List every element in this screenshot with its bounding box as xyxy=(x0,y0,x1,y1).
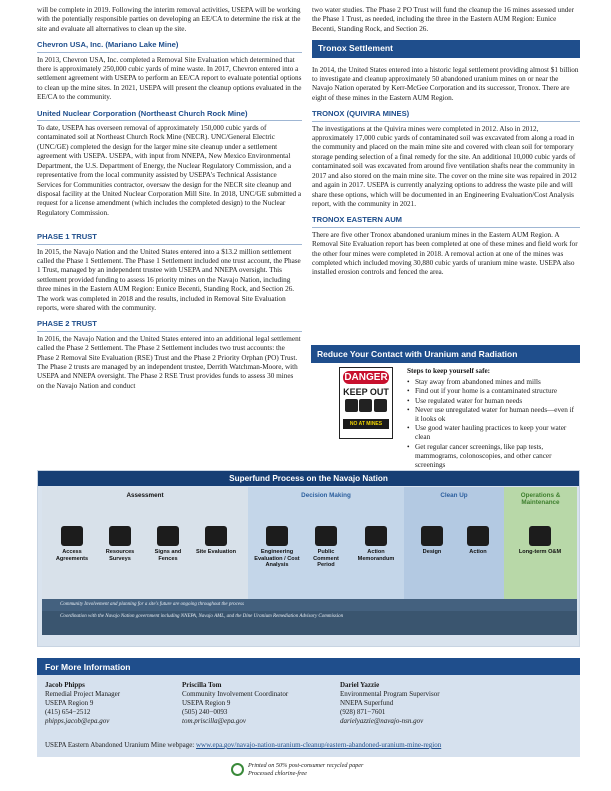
step-label: Signs and Fences xyxy=(154,549,182,562)
document-icon xyxy=(61,526,83,546)
contact-card xyxy=(340,681,440,726)
tronox-settlement-banner: Tronox Settlement xyxy=(312,40,580,57)
step-access-agreements xyxy=(50,526,94,562)
contact-card xyxy=(45,681,120,726)
step-label: Design xyxy=(422,549,442,555)
bulldozer-icon xyxy=(467,526,489,546)
step-public-comment xyxy=(304,526,348,569)
radiation-meter-icon xyxy=(205,526,227,546)
step-design xyxy=(410,526,454,556)
list-item: • Stay away from abandoned mines and mills xyxy=(407,378,579,387)
step-site-evaluation xyxy=(194,526,238,556)
paragraph: two water studies. The Phase 2 PO Trust will fund the cleanup the 16 mines assessed under the Phase 1 Trust, as needed, including the three in the Eastern AUM Region: Eunice Becenti, Standing Rock, and Section 26. xyxy=(312,6,574,33)
safety-list xyxy=(407,378,579,470)
section-heading-eastern: TRONOX EASTERN AUM xyxy=(312,215,580,227)
step-action-memorandum xyxy=(354,526,398,562)
contact-role: Remedial Project Manager xyxy=(45,690,121,698)
step-action xyxy=(456,526,500,556)
contact-org: USEPA Region 9 xyxy=(182,699,231,707)
danger-sign-image xyxy=(339,367,393,439)
contact-name: Priscilla Tom xyxy=(182,681,222,689)
phase-label: Decision Making xyxy=(301,492,351,499)
danger-label: DANGER xyxy=(344,372,388,383)
right-column xyxy=(312,6,580,283)
radiation-icon xyxy=(359,399,372,412)
step-signs-fences xyxy=(146,526,190,562)
paragraph: The investigations at the Quivira mines were completed in 2012. Also in 2012, approximately 17,000 cubic yards of contaminated soil was excavated from along a road in the community and placed on the main mine site and covered with clean soil for temporary storage pending selection of a final remedy for the site. An additional 10,000 cubic yards of contaminated soil was excavated from around five ventilation shafts near the community in 2017 and also stored on the main mine site. The cover on the mine site was repaired in 2012 and again in 2017. USEPA is currently analyzing options to address the waste pile and will share these options, which will be documented in an Engineering Evaluation/Cost Analysis report, with the community in 2021. xyxy=(312,124,577,208)
reduce-contact-title: Reduce Your Contact with Uranium and Radiation xyxy=(311,345,580,363)
contact-card xyxy=(182,681,288,726)
list-item: • Get regular cancer screenings, like pap tests, mammograms, colonoscopies, and other cancer screenings xyxy=(407,443,579,471)
step-label: Access Agreements xyxy=(55,549,89,562)
paragraph: In 2013, Chevron USA, Inc. completed a Removal Site Evaluation which determined that there is approximately 250,000 cubic yards of mine waste. In 2017, Chevron entered into a settlement agreement with USEPA to perform an EE/CA report to evaluate potential options to clean up the mine sites. In 2021, USEPA will present the cleanup options evaluated in the EE/CA to the community. xyxy=(37,55,302,102)
step-label: Long-term O&M xyxy=(518,549,562,555)
warning-icons xyxy=(344,399,388,417)
safety-steps xyxy=(407,367,579,470)
recycled-paper-note xyxy=(231,762,431,777)
step-label: Site Evaluation xyxy=(195,549,237,555)
phase-label: Operations & Maintenance xyxy=(520,492,561,506)
step-label: Action xyxy=(469,549,487,555)
paragraph: In 2015, the Navajo Nation and the United States entered into a $13.2 million settlement called the Phase 1 Settlement. The Phase 1 Settlement included one trust account, the Phase 1 Trust, managed by an independent trustee with USEPA and NNEPA oversight. This settlement provided funding to assess 16 priority mines on the Navajo Nation, including three mines in the Eastern AUM Region: Eunice Becenti, Standing Rock, and Section 26. The work was completed in 2018 and the results, included in Removal Site Evaluation reports, were shared with the community. xyxy=(37,247,301,312)
contact-email[interactable]: darielyazzie@navajo-nsn.gov xyxy=(340,717,424,725)
section-heading-phase2: PHASE 2 TRUST xyxy=(37,319,302,331)
keep-out-label: KEEP OUT xyxy=(343,387,389,397)
paragraph: In 2016, the Navajo Nation and the United States entered into an additional legal settlement called the Phase 2 Settlement. The Phase 2 Settlement includes two trust accounts: the Phase 2 Removal Site Evaluation (RSE) Trust and the Phase 2 Priority Orphan (PO) Trust. The Phase 2 trusts are managed by an independent trustee, Derrith Watchman-Moore, with USEPA and NNEPA oversight. The Phase 2 RSE Trust provides funds to assess 30 mines on the Navajo Nation and conduct xyxy=(37,334,301,390)
speaker-icon xyxy=(315,526,337,546)
list-item: • Find out if your home is a contaminated structure xyxy=(407,387,579,396)
sign-icon xyxy=(157,526,179,546)
contact-org: NNEPA Superfund xyxy=(340,699,394,707)
contact-name: Jacob Phipps xyxy=(45,681,85,689)
section-heading-unc: United Nuclear Corporation (Northeast Church Rock Mine) xyxy=(37,109,302,121)
step-long-term-om xyxy=(518,526,562,556)
reduce-contact-box xyxy=(311,345,580,470)
survey-icon xyxy=(109,526,131,546)
contact-phone: (505) 240−0093 xyxy=(182,708,228,716)
contact-phone: (928) 871−7601 xyxy=(340,708,386,716)
step-label: Action Memorandum xyxy=(357,549,395,562)
phase-label: Clean Up xyxy=(440,492,468,499)
step-label: Resources Surveys xyxy=(105,549,135,562)
webpage-label: USEPA Eastern Abandoned Uranium Mine webpage: xyxy=(45,741,195,749)
no-swim-icon xyxy=(374,399,387,412)
process-title: Superfund Process on the Navajo Nation xyxy=(38,471,579,486)
no-entry-icon xyxy=(345,399,358,412)
more-info-title: For More Information xyxy=(37,658,580,675)
recycle-icon xyxy=(231,763,244,776)
step-label: Public Comment Period xyxy=(313,549,339,569)
webpage-line xyxy=(45,741,441,749)
contact-org: USEPA Region 9 xyxy=(45,699,94,707)
section-heading-chevron: Chevron USA, Inc. (Mariano Lake Mine) xyxy=(37,40,302,52)
webpage-link[interactable]: www.epa.gov/navajo-nation-uranium-cleanup/eastern-abandoned-uranium-mine-region xyxy=(196,741,442,749)
step-ee-ca xyxy=(252,526,302,569)
contact-role: Environmental Program Supervisor xyxy=(340,690,440,698)
paragraph: will be complete in 2019. Following the interim removal activities, USEPA will be working with the potentially responsible parties on developing an EE/CA to determine the risk at the site and evaluate all alternatives to clean up the site. xyxy=(37,6,301,33)
list-item: • Never use unregulated water for human needs—even if it looks ok xyxy=(407,406,579,424)
recycle-line-2: Processed chlorine-free xyxy=(248,769,307,777)
clipboard-icon xyxy=(266,526,288,546)
coordination-band: Coordination with the Navajo Nation government including NNEPA, Navajo AML, and the Dine Uranium Remediation Advisory Commission xyxy=(42,611,577,635)
safety-steps-lead: Steps to keep yourself safe: xyxy=(407,367,491,375)
paragraph: In 2014, the United States entered into a historic legal settlement providing almost $1 billion to investigate and cleanup approximately 50 abandoned uranium mines on or near the Navajo Nation operated by Kerr-McGee Corporation and its successor, Tronox. There are eight of these mines in the Eastern AUM Region. xyxy=(312,65,579,102)
loader-icon xyxy=(529,526,551,546)
more-information-box xyxy=(37,658,580,757)
paragraph: There are five other Tronox abandoned uranium mines in the Eastern AUM Region. A Removal Site Evaluation report has been completed at one of these mines and field work for the other four mines were completed in 2018. A removal action at one of the mines was completed which included moving 30,880 cubic yards of uranium mine waste. USEPA also installed erosion controls and fenced the area. xyxy=(312,230,578,277)
community-involvement-band: Community Involvement and planning for a site's future are ongoing throughout the process xyxy=(42,599,577,623)
section-heading-phase1: PHASE 1 TRUST xyxy=(37,232,302,244)
contact-phone: (415) 654−2512 xyxy=(45,708,91,716)
sign-footer: NO AT MINES xyxy=(343,419,389,429)
phase-label: Assessment xyxy=(126,492,164,499)
step-resources-surveys xyxy=(98,526,142,562)
contact-email[interactable]: tom.priscilla@epa.gov xyxy=(182,717,246,725)
step-label: Engineering Evaluation / Cost Analysis xyxy=(254,549,300,569)
superfund-process-diagram xyxy=(37,470,580,647)
compass-icon xyxy=(421,526,443,546)
contact-name: Dariel Yazzie xyxy=(340,681,380,689)
list-item: • Use regulated water for human needs xyxy=(407,397,579,406)
recycle-line-1: Printed on 50% post-consumer recycled paper xyxy=(248,762,364,769)
left-column xyxy=(37,6,302,396)
list-item: • Use good water hauling practices to keep your water clean xyxy=(407,424,579,442)
section-heading-quivira: TRONOX (QUIVIRA MINES) xyxy=(312,109,580,121)
contact-role: Community Involvement Coordinator xyxy=(182,690,289,698)
paragraph: To date, USEPA has overseen removal of approximately 150,000 cubic yards of contaminated soil at Northeast Church Rock Mine (NECR). UNC/General Electric (UNC/GE) completed the design for the larger mine site cleanup under a settlement agreement with USEPA. USEPA, with input from NNEPA, New Mexico Environmental Department, the U.S. Department of Energy, the Nuclear Regulatory Commission, and a representative from the local community assisted by USEPA's Technical Assistance Services for Communities contractor, oversaw the design for the NECR site cleanup and disposal facility at the United Nuclear Corporation Mill Site. In 2018, UNC/GE submitted a request for a license amendment (which includes the completed design) to the Nuclear Regulatory Commission. xyxy=(37,124,302,217)
memo-icon xyxy=(365,526,387,546)
contact-email[interactable]: phipps.jacob@epa.gov xyxy=(45,717,110,725)
